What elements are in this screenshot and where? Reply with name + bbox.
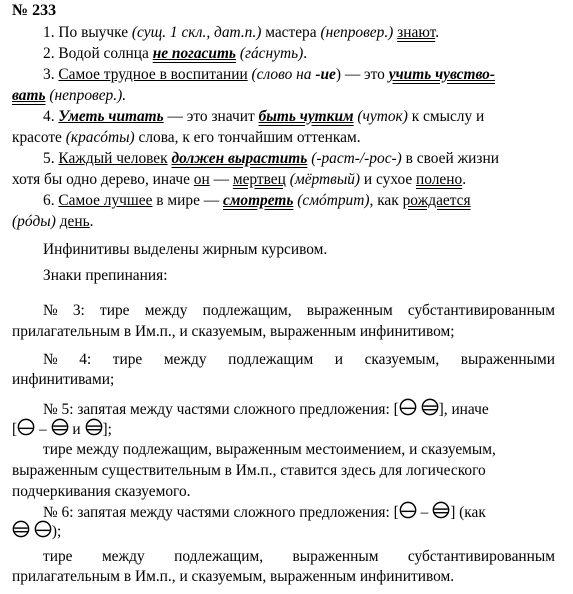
sentence-4-line-1: 4. Уметь читать — это значит быть чутким (чуток) к смыслу и — [43, 108, 485, 125]
sentence-1: 1. По выучке (сущ. 1 скл., дат.п.) мастера (непровер.) знают. — [43, 24, 440, 41]
note-6-line-2: ); — [12, 520, 61, 541]
note-6-line-3: тире между подлежащим, выраженным субстантивированным — [43, 548, 555, 565]
subject-symbol — [17, 418, 35, 436]
predicate-symbol — [421, 398, 439, 416]
predicate-symbol — [51, 418, 69, 436]
punctuation-heading: Знаки препинания: — [43, 267, 168, 284]
note-4-line-2: инфинитивами; — [12, 371, 115, 388]
sentence-6-line-1: 6. Самое лучшее в мире — смотреть (смóтрит), как рождается — [43, 192, 471, 209]
sentence-5-line-2: хотя бы одно дерево, иначе он — мертвец (мёртвый) и сухое полено. — [12, 171, 467, 188]
sentence-6-line-2: (рóды) день. — [12, 213, 94, 230]
note-6-line-4: прилагательным в Им.п., и сказуемым, выраженным инфинитивом. — [12, 568, 455, 585]
sentence-3-line-1: 3. Самое трудное в воспитании (слово на -ие) — это учить чувство- — [43, 66, 495, 83]
note-5-line-2: [ – и ]; — [12, 418, 112, 439]
subject-symbol — [399, 398, 417, 416]
subject-symbol — [399, 501, 417, 519]
sentence-5-line-1: 5. Каждый человек должен вырастить (-раст-/-рос-) в своей жизни — [43, 150, 499, 167]
note-5-line-5: подчеркивания сказуемого. — [12, 483, 191, 500]
note-3-line-1: № 3: тире между подлежащим, выраженным субстантивированным — [43, 302, 555, 319]
subject-symbol — [34, 520, 52, 538]
infinitive-note: Инфинитивы выделены жирным курсивом. — [43, 241, 328, 258]
sentence-2: 2. Водой солнца не погасить (гáснуть). — [43, 45, 308, 62]
note-3-line-2: прилагательным в Им.п., и сказуемым, выраженным инфинитивом; — [12, 323, 455, 340]
predicate-symbol — [85, 418, 103, 436]
sentence-3-line-2: вать (непровер.). — [12, 87, 127, 104]
predicate-symbol — [12, 520, 30, 538]
note-5-line-4: выраженным существительным в Им.п., ставится здесь для логического — [12, 462, 486, 479]
exercise-title: № 233 — [12, 2, 57, 19]
note-6-line-1: № 6: запятая между частями сложного предложения: [ – ] (как — [43, 501, 486, 522]
note-4-line-1: № 4: тире между подлежащим и сказуемым, выраженными — [43, 351, 555, 368]
predicate-symbol — [432, 501, 450, 519]
sentence-4-line-2: красоте (красóты) слова, к его тончайшим оттенкам. — [12, 129, 361, 146]
note-5-line-1: № 5: запятая между частями сложного предложения: [ ], иначе — [43, 398, 489, 419]
note-5-line-3: тире между подлежащим, выраженным местоимением, и сказуемым, — [43, 441, 496, 458]
